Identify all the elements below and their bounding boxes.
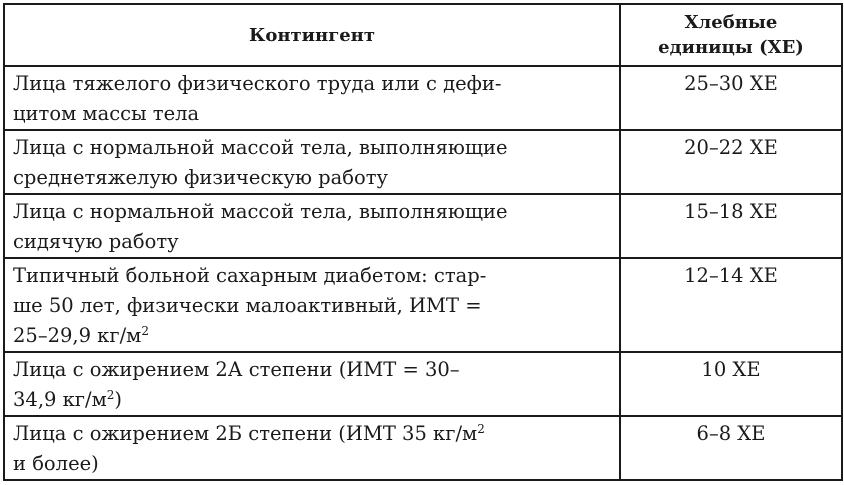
header-bread-units-line1: Хлебные [684, 12, 778, 33]
table-row [4, 130, 842, 194]
cell-line: 25–29,9 кг/м [13, 324, 142, 347]
table-header-row [4, 4, 842, 66]
table-row [4, 194, 842, 258]
contingent-cell [4, 352, 620, 416]
cell-line: Типичный больной сахарным диабетом: стар- [13, 264, 487, 287]
contingent-cell [4, 130, 620, 194]
table-row [4, 66, 842, 130]
contingent-cell [4, 258, 620, 352]
cell-line: среднетяжелую физическую работу [13, 166, 389, 189]
cell-line: 34,9 кг/м [13, 388, 107, 411]
header-bread-units [620, 4, 842, 66]
bread-units-cell: 6–8 ХЕ [620, 416, 842, 480]
cell-line: Лица с нормальной массой тела, выполняющие [13, 136, 508, 159]
bread-units-cell: 10 ХЕ [620, 352, 842, 416]
cell-line-tail: ) [114, 388, 123, 411]
header-contingent: Контингент [4, 4, 620, 66]
contingent-cell [4, 194, 620, 258]
superscript: 2 [141, 324, 149, 338]
cell-line: цитом массы тела [13, 102, 200, 125]
table-row [4, 416, 842, 480]
cell-line: Лица с нормальной массой тела, выполняющие [13, 200, 508, 223]
bread-units-cell: 15–18 ХЕ [620, 194, 842, 258]
bread-units-table [3, 3, 843, 481]
bread-units-cell: 20–22 ХЕ [620, 130, 842, 194]
cell-line: Лица с ожирением 2А степени (ИМТ = 30– [13, 358, 460, 381]
cell-line: и более) [13, 452, 99, 475]
cell-line: ше 50 лет, физически малоактивный, ИМТ = [13, 294, 482, 317]
superscript: 2 [477, 422, 485, 436]
header-bread-units-line2: единицы (ХЕ) [658, 37, 804, 58]
cell-line: сидячую работу [13, 230, 179, 253]
superscript: 2 [106, 388, 115, 402]
contingent-cell [4, 416, 620, 480]
cell-line: Лица с ожирением 2Б степени (ИМТ 35 кг/м [13, 422, 478, 445]
contingent-cell [4, 66, 620, 130]
bread-units-cell: 25–30 ХЕ [620, 66, 842, 130]
cell-line: Лица тяжелого физического труда или с дефи- [13, 72, 502, 95]
table-row [4, 352, 842, 416]
table-row [4, 258, 842, 352]
bread-units-cell: 12–14 ХЕ [620, 258, 842, 352]
